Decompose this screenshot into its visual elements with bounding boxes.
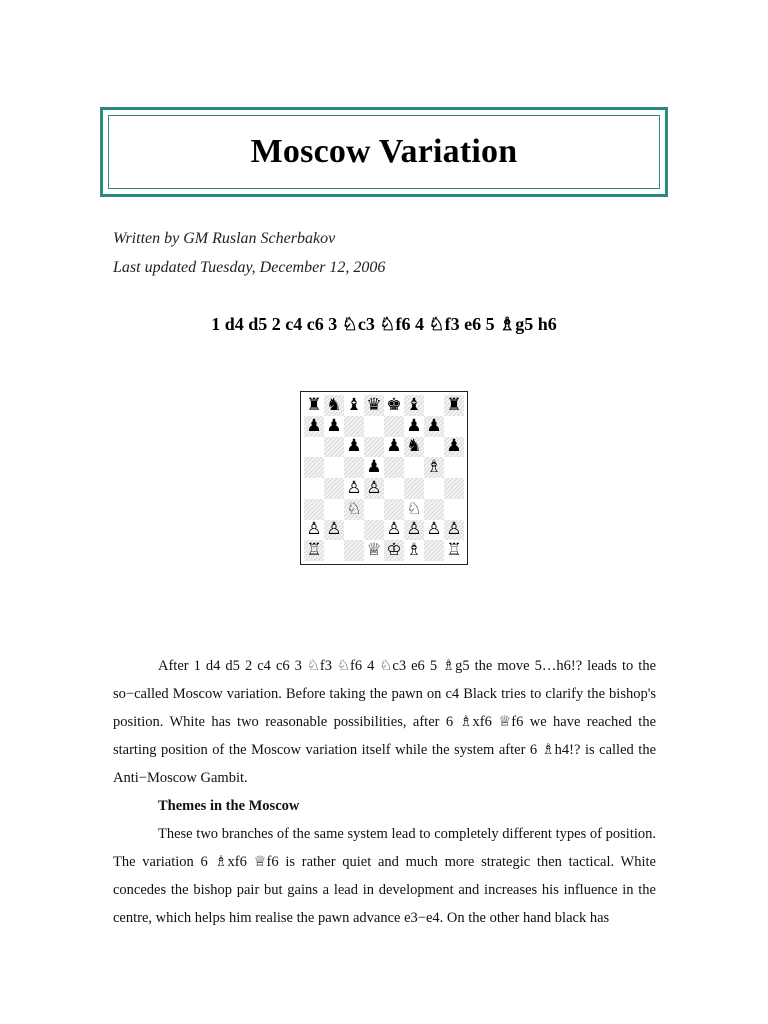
square-b2: ♙ (324, 520, 344, 541)
square-h6: ♟ (444, 437, 464, 458)
square-h3 (444, 499, 464, 520)
page-title: Moscow Variation (250, 133, 518, 170)
square-f4 (404, 478, 424, 499)
square-h2: ♙ (444, 520, 464, 541)
square-e2: ♙ (384, 520, 404, 541)
square-c3: ♘ (344, 499, 364, 520)
square-e1: ♔ (384, 540, 404, 561)
square-h5 (444, 457, 464, 478)
square-b4 (324, 478, 344, 499)
square-f3: ♘ (404, 499, 424, 520)
square-e4 (384, 478, 404, 499)
section-heading: Themes in the Moscow (158, 798, 300, 814)
square-b7: ♟ (324, 416, 344, 437)
square-d1: ♕ (364, 540, 384, 561)
square-g4 (424, 478, 444, 499)
square-f5 (404, 457, 424, 478)
square-f2: ♙ (404, 520, 424, 541)
square-h8: ♜ (444, 395, 464, 416)
square-e8: ♚ (384, 395, 404, 416)
square-d3 (364, 499, 384, 520)
square-b3 (324, 499, 344, 520)
chess-board (304, 395, 464, 561)
author-line: Written by GM Ruslan Scherbakov (113, 230, 336, 247)
square-b6 (324, 437, 344, 458)
square-a7: ♟ (304, 416, 324, 437)
square-a3 (304, 499, 324, 520)
square-c6: ♟ (344, 437, 364, 458)
square-e7 (384, 416, 404, 437)
square-a1: ♖ (304, 540, 324, 561)
article-body (113, 652, 656, 932)
square-g8 (424, 395, 444, 416)
square-g5: ♗ (424, 457, 444, 478)
square-g1 (424, 540, 444, 561)
square-g3 (424, 499, 444, 520)
title-box (100, 107, 668, 197)
square-g2: ♙ (424, 520, 444, 541)
square-f7: ♟ (404, 416, 424, 437)
square-h4 (444, 478, 464, 499)
square-e5 (384, 457, 404, 478)
square-a8: ♜ (304, 395, 324, 416)
square-d5: ♟ (364, 457, 384, 478)
square-g7: ♟ (424, 416, 444, 437)
square-c4: ♙ (344, 478, 364, 499)
square-b8: ♞ (324, 395, 344, 416)
square-c7 (344, 416, 364, 437)
paragraph-intro: After 1 d4 d5 2 c4 c6 3 ♘f3 ♘f6 4 ♘c3 e6 5 ♗g5 the move 5…h6!? leads to the so−called Moscow variation. Before taking the pawn on c4 Black tries to clarify the bishop's position. White has two reasonable possibilities, after 6 ♗xf6 ♕f6 we have reached the starting position of the Moscow variation itself while the system after 6 ♗h4!? is called the Anti−Moscow Gambit. (113, 658, 656, 786)
square-f8: ♝ (404, 395, 424, 416)
square-d8: ♛ (364, 395, 384, 416)
square-f6: ♞ (404, 437, 424, 458)
square-h1: ♖ (444, 540, 464, 561)
square-a4 (304, 478, 324, 499)
square-d7 (364, 416, 384, 437)
square-e6: ♟ (384, 437, 404, 458)
square-h7 (444, 416, 464, 437)
square-d6 (364, 437, 384, 458)
square-a2: ♙ (304, 520, 324, 541)
square-c2 (344, 520, 364, 541)
moves-line: 1 d4 d5 2 c4 c6 3 ♘c3 ♘f6 4 ♘f3 e6 5 ♗g5 h6 (211, 314, 557, 334)
square-c8: ♝ (344, 395, 364, 416)
square-a5 (304, 457, 324, 478)
paragraph-themes: These two branches of the same system lead to completely different types of position. The variation 6 ♗xf6 ♕f6 is rather quiet and much more strategic then tactical. White concedes the bishop pair but gains a lead in development and increases his influence in the centre, which helps him realise the pawn advance e3−e4. On the other hand black has (113, 826, 656, 926)
square-b5 (324, 457, 344, 478)
square-d2 (364, 520, 384, 541)
square-e3 (384, 499, 404, 520)
square-g6 (424, 437, 444, 458)
square-a6 (304, 437, 324, 458)
square-c5 (344, 457, 364, 478)
square-b1 (324, 540, 344, 561)
updated-line: Last updated Tuesday, December 12, 2006 (113, 259, 386, 276)
title-box-inner (108, 115, 660, 189)
chess-diagram (300, 391, 468, 565)
square-f1: ♗ (404, 540, 424, 561)
square-c1 (344, 540, 364, 561)
square-d4: ♙ (364, 478, 384, 499)
